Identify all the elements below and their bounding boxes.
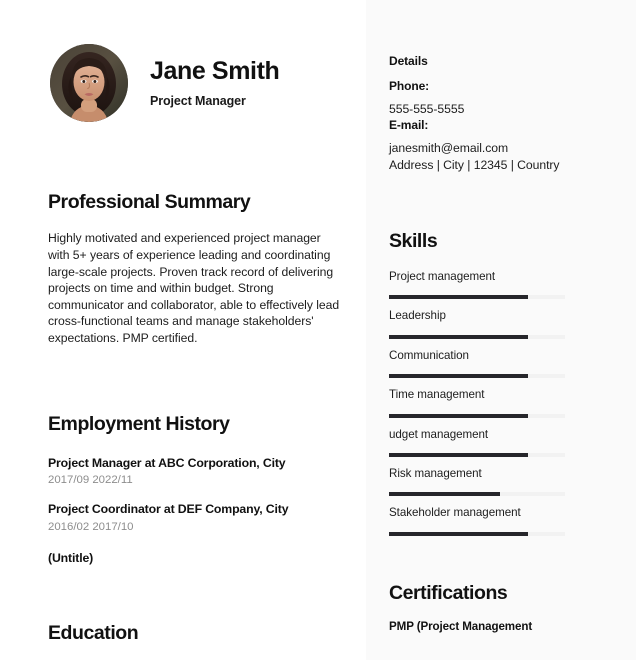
- skill-level-bar: [389, 295, 565, 299]
- skill-level-fill: [389, 414, 528, 418]
- employment-role: Project Manager at ABC Corporation, City: [48, 455, 286, 470]
- skill-row: [389, 270, 612, 299]
- page-title: Jane Smith: [150, 56, 280, 85]
- skill-label: udget management: [389, 427, 489, 441]
- skill-row: [389, 506, 612, 535]
- skill-level-bar: [389, 532, 565, 536]
- skill-level-fill: [389, 374, 528, 378]
- skill-label: Communication: [389, 348, 469, 362]
- certification-item: PMP (Project Management: [389, 620, 533, 634]
- phone-label: Phone:: [389, 79, 430, 94]
- skill-level-bar: [389, 453, 565, 457]
- skill-level-bar: [389, 414, 565, 418]
- employment-dates: 2017/09 2022/11: [48, 474, 133, 487]
- professional-summary-text: Highly motivated and experienced project manager with 5+ years of experience leading and coordinating large-scale projects. Proven track record of delivering projects on time and within budget. Strong communicator and collaborator, able to effectively lead cross-functional teams and manage stakeholders' expectations. PMP certified.: [48, 231, 340, 345]
- resume-header: [48, 0, 344, 122]
- section-heading-education: Education: [48, 621, 139, 644]
- section-heading-certifications: Certifications: [389, 581, 508, 604]
- employment-role: Project Coordinator at DEF Company, City: [48, 502, 289, 517]
- skill-row: [389, 467, 612, 496]
- skills-list: [389, 270, 612, 536]
- certifications-list: [389, 619, 612, 634]
- skill-row: [389, 428, 612, 457]
- phone-value: 555-555-5555: [389, 102, 465, 117]
- employment-list: [48, 456, 344, 565]
- skill-label: Project management: [389, 269, 496, 283]
- section-heading-details: Details: [389, 54, 428, 68]
- employment-entry: [48, 456, 344, 486]
- employment-dates: 2016/02 2017/10: [48, 520, 134, 533]
- section-heading-employment-history: Employment History: [48, 412, 230, 435]
- skill-row: [389, 349, 612, 378]
- skill-level-fill: [389, 295, 528, 299]
- skill-level-fill: [389, 453, 528, 457]
- skill-row: [389, 309, 612, 338]
- email-value[interactable]: janesmith@email.com: [389, 141, 509, 156]
- address-value: Address | City | 12345 | Country: [389, 158, 560, 173]
- job-title: Project Manager: [150, 94, 246, 109]
- employment-entry-untitled: (Untitle): [48, 550, 94, 565]
- skill-level-bar: [389, 374, 565, 378]
- email-label: E-mail:: [389, 118, 429, 133]
- skill-level-fill: [389, 532, 528, 536]
- right-column: [366, 0, 636, 660]
- section-heading-skills: Skills: [389, 230, 438, 253]
- skill-label: Stakeholder management: [389, 506, 521, 520]
- avatar: [50, 44, 128, 122]
- skill-label: Time management: [389, 388, 485, 402]
- skill-row: [389, 388, 612, 417]
- skill-level-bar: [389, 492, 565, 496]
- skill-level-fill: [389, 335, 528, 339]
- skill-level-bar: [389, 335, 565, 339]
- skill-label: Risk management: [389, 467, 482, 480]
- skill-label: Leadership: [389, 309, 446, 323]
- details-section: [389, 0, 612, 172]
- skill-level-fill: [389, 492, 500, 496]
- employment-entry: [48, 502, 344, 532]
- section-heading-professional-summary: Professional Summary: [48, 191, 251, 213]
- name-block: [128, 58, 279, 109]
